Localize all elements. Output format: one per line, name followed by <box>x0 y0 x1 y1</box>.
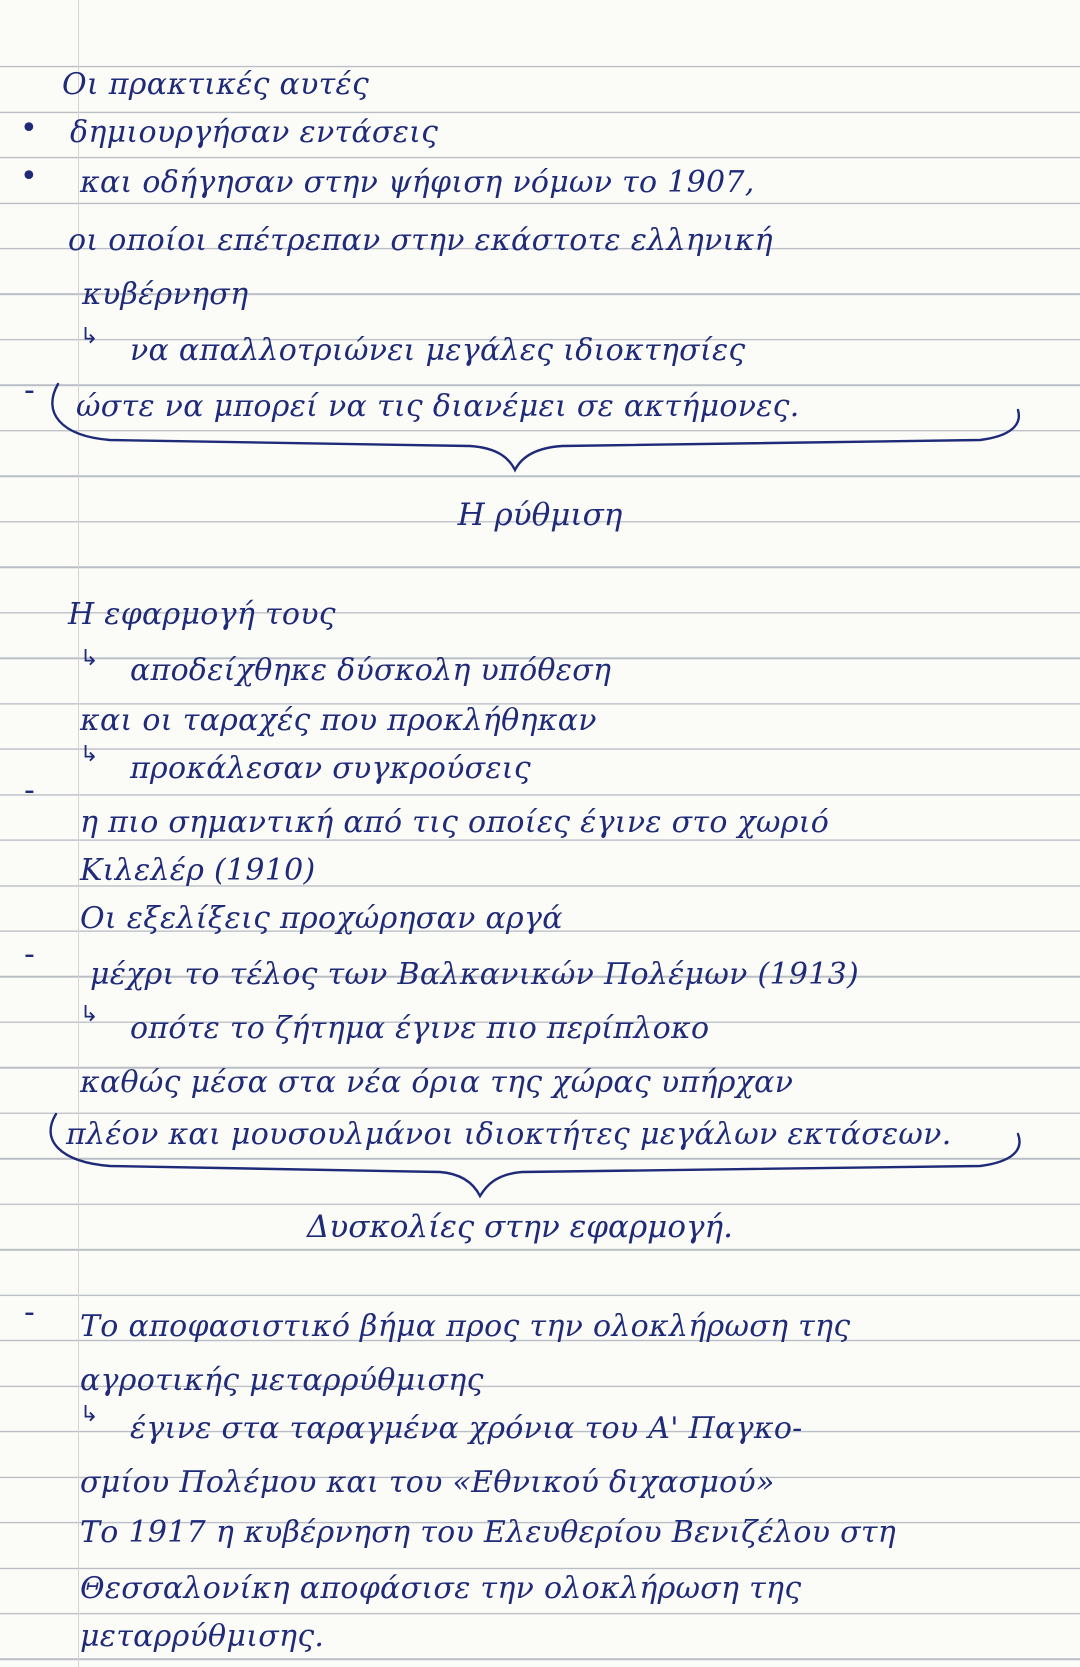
arrow-marker: ↳ <box>80 1402 99 1427</box>
note-line: Το αποφασιστικό βήμα προς την ολοκλήρωση της <box>80 1309 851 1344</box>
note-line: Οι πρακτικές αυτές <box>62 67 370 102</box>
note-line: Οι εξελίξεις προχώρησαν αργά <box>80 901 563 936</box>
note-line: καθώς μέσα στα νέα όρια της χώρας υπήρχαν <box>80 1065 794 1100</box>
note-line: ώστε να μπορεί να τις διανέμει σε ακτήμονες. <box>76 389 800 424</box>
note-line: μεταρρύθμισης. <box>80 1619 325 1654</box>
note-line: αγροτικής μεταρρύθμισης <box>80 1363 484 1398</box>
bullet-marker: • <box>20 159 38 194</box>
arrow-marker: ↳ <box>80 1002 99 1027</box>
note-line: και οδήγησαν στην ψήφιση νόμων το 1907, <box>80 165 755 200</box>
arrow-marker: ↳ <box>80 742 99 767</box>
note-line: προκάλεσαν συγκρούσεις <box>130 751 531 786</box>
note-line: μέχρι το τέλος των Βαλκανικών Πολέμων (1913) <box>90 957 860 992</box>
arrow-marker: ↳ <box>80 324 99 349</box>
note-line: Κιλελέρ (1910) <box>80 853 316 888</box>
note-line: Θεσσαλονίκη αποφάσισε την ολοκλήρωση της <box>80 1571 802 1606</box>
note-line: δημιουργήσαν εντάσεις <box>70 115 439 150</box>
note-line: να απαλλοτριώνει μεγάλες ιδιοκτησίες <box>130 333 746 368</box>
note-line: οπότε το ζήτημα έγινε πιο περίπλοκο <box>130 1011 710 1046</box>
note-line: κυβέρνηση <box>82 277 249 312</box>
note-line: οι οποίοι επέτρεπαν στην εκάστοτε ελληνική <box>68 223 773 258</box>
note-line: πλέον και μουσουλμάνοι ιδιοκτήτες μεγάλων εκτάσεων. <box>66 1117 952 1152</box>
dash-marker: - <box>24 373 35 408</box>
section-heading: Δυσκολίες στην εφαρμογή. <box>307 1209 733 1245</box>
note-line: Το 1917 η κυβέρνηση του Ελευθερίου Βενιζέλου στη <box>80 1515 897 1550</box>
dash-marker: - <box>24 937 35 972</box>
bullet-marker: • <box>20 111 38 146</box>
note-line: και οι ταραχές που προκλήθηκαν <box>80 703 597 738</box>
note-line: αποδείχθηκε δύσκολη υπόθεση <box>130 653 612 688</box>
dash-marker: - <box>24 773 35 808</box>
arrow-marker: ↳ <box>80 646 99 671</box>
note-line: Η εφαρμογή τους <box>68 597 336 632</box>
section-heading: Η ρύθμιση <box>457 497 623 533</box>
note-line: έγινε στα ταραγμένα χρόνια του Α' Παγκο- <box>130 1411 803 1446</box>
dash-marker: - <box>24 1295 35 1330</box>
note-line: η πιο σημαντική από τις οποίες έγινε στο χωριό <box>80 805 830 840</box>
note-line: σμίου Πολέμου και του «Εθνικού διχασμού» <box>80 1465 775 1500</box>
